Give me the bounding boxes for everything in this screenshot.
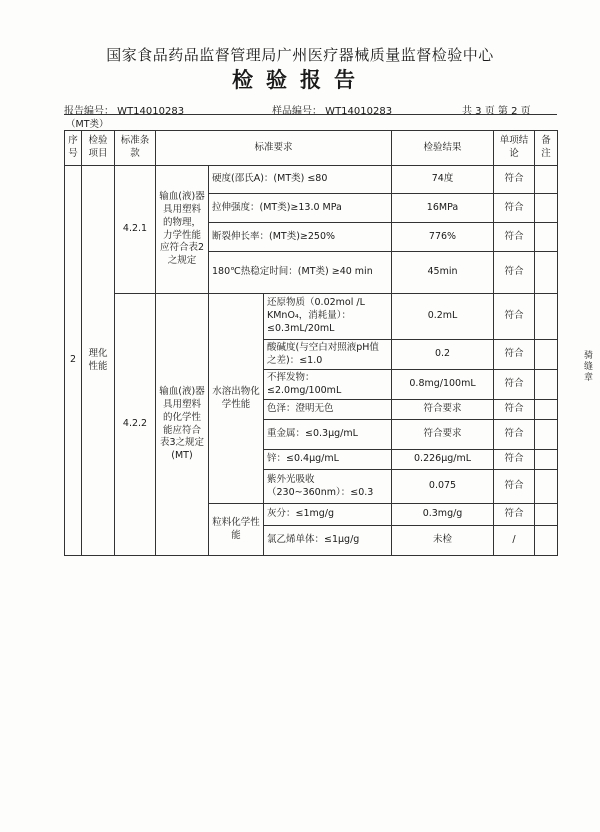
conclusion-cell: 符合 (494, 223, 535, 252)
col-header-clause: 标准条款 (115, 131, 156, 166)
table-row (65, 294, 558, 340)
requirement-cell: 紫外光吸收（230~360nm）：≤0.3 (264, 470, 392, 504)
requirement-cell: 断裂伸长率：(MT类)≥250% (209, 223, 392, 252)
requirement-cell: 酸碱度(与空白对照液pH值之差)：≤1.0 (264, 340, 392, 370)
report-title: 检验报告 (232, 68, 368, 92)
conclusion-cell: 符合 (494, 252, 535, 294)
result-cell: 74度 (392, 166, 494, 194)
requirement-cell: 色泽：澄明无色 (264, 400, 392, 420)
conclusion-cell: 符合 (494, 166, 535, 194)
inspection-table-body (64, 130, 558, 556)
report-number: 报告编号： WT14010283 (64, 106, 185, 117)
conclusion-cell: 符合 (494, 194, 535, 223)
remark-cell (535, 370, 558, 400)
result-cell: 未检 (392, 526, 494, 556)
remark-cell (535, 194, 558, 223)
col-header-seq: 序号 (65, 131, 82, 166)
result-cell: 0.2 (392, 340, 494, 370)
item-cell: 理化性能 (82, 166, 115, 556)
seq-cell: 2 (65, 166, 82, 556)
col-header-conclusion: 单项结论 (494, 131, 535, 166)
result-cell: 0.2mL (392, 294, 494, 340)
subcategory-cell: 粒料化学性能 (209, 504, 264, 556)
remark-cell (535, 420, 558, 450)
result-cell: 0.075 (392, 470, 494, 504)
requirement-cell: 锌：≤0.4μg/mL (264, 450, 392, 470)
requirement-cell: 还原物质（0.02mol /L KMnO₄，消耗量）：≤0.3mL/20mL (264, 294, 392, 340)
result-cell: 776% (392, 223, 494, 252)
result-cell: 0.8mg/100mL (392, 370, 494, 400)
clause-description: 输血(液)器具用塑料的化学性能应符合表3之规定(MT) (156, 294, 209, 556)
sample-number: 样品编号： WT14010283 (272, 106, 393, 117)
result-cell: 符合要求 (392, 420, 494, 450)
conclusion-cell: 符合 (494, 450, 535, 470)
remark-cell (535, 166, 558, 194)
result-cell: 0.226μg/mL (392, 450, 494, 470)
remark-cell (535, 223, 558, 252)
result-cell: 16MPa (392, 194, 494, 223)
remark-cell (535, 450, 558, 470)
conclusion-cell: 符合 (494, 470, 535, 504)
conclusion-cell: 符合 (494, 340, 535, 370)
conclusion-cell: 符合 (494, 294, 535, 340)
clause-cell: 4.2.1 (115, 166, 156, 294)
requirement-cell: 拉伸强度：(MT类)≥13.0 MPa (209, 194, 392, 223)
remark-cell (535, 504, 558, 526)
conclusion-cell: / (494, 526, 535, 556)
col-header-result: 检验结果 (392, 131, 494, 166)
conclusion-cell: 符合 (494, 370, 535, 400)
requirement-cell: 氯乙烯单体：≤1μg/g (264, 526, 392, 556)
result-cell: 0.3mg/g (392, 504, 494, 526)
requirement-cell: 灰分：≤1mg/g (264, 504, 392, 526)
col-header-requirement: 标准要求 (156, 131, 392, 166)
remark-cell (535, 526, 558, 556)
remark-cell (535, 340, 558, 370)
table-row (65, 166, 558, 194)
requirement-cell: 不挥发物：≤2.0mg/100mL (264, 370, 392, 400)
category-label: （MT类） (66, 119, 109, 130)
remark-cell (535, 470, 558, 504)
remark-cell (535, 294, 558, 340)
col-header-item: 检验项目 (82, 131, 115, 166)
result-cell: 45min (392, 252, 494, 294)
table-header-row (65, 131, 558, 166)
requirement-cell: 硬度(邵氏A)：(MT类) ≤80 (209, 166, 392, 194)
subcategory-cell: 水溶出物化学性能 (209, 294, 264, 504)
conclusion-cell: 符合 (494, 504, 535, 526)
remark-cell (535, 400, 558, 420)
clause-description: 输血(液)器具用塑料的物理，力学性能应符合表2之规定 (156, 166, 209, 294)
seam-stamp-note: 骑缝章 (582, 350, 592, 383)
conclusion-cell: 符合 (494, 420, 535, 450)
requirement-cell: 重金属：≤0.3μg/mL (264, 420, 392, 450)
result-cell: 符合要求 (392, 400, 494, 420)
conclusion-cell: 符合 (494, 400, 535, 420)
issuing-organization: 国家食品药品监督管理局广州医疗器械质量监督检验中心 (106, 46, 494, 64)
clause-cell: 4.2.2 (115, 294, 156, 556)
page-indicator: 共 3 页 第 2 页 (462, 106, 531, 117)
header-divider (64, 114, 557, 115)
requirement-cell: 180℃热稳定时间：(MT类) ≥40 min (209, 252, 392, 294)
remark-cell (535, 252, 558, 294)
col-header-remark: 备注 (535, 131, 558, 166)
